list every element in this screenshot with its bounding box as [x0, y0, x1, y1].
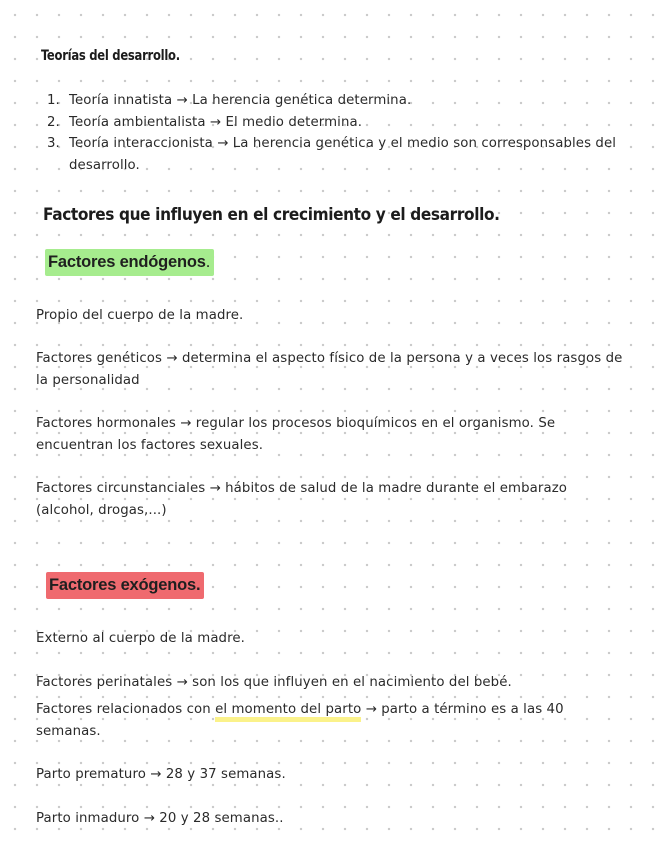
highlighted-phrase: el momento del parto	[215, 702, 361, 722]
list-item	[47, 90, 637, 112]
endogenous-intro: Propio del cuerpo de la madre.	[36, 308, 244, 323]
list-item-text: Teoría ambientalista → El medio determina.	[69, 114, 363, 130]
perinatal-factors-text: Factores perinatales → son los que influyen en el nacimiento del bebé.	[36, 675, 512, 690]
endogenous-tag-label: Factores endógenos	[48, 253, 206, 271]
birth-moment-text	[36, 699, 626, 743]
exogenous-tag: Factores exógenos.	[46, 572, 204, 599]
list-number: 2.	[47, 114, 60, 130]
premature-birth-text: Parto prematuro → 28 y 37 semanas.	[36, 767, 286, 782]
list-item-text: Teoría innatista → La herencia genética determina.	[69, 93, 412, 108]
hormonal-factors-text: Factores hormonales → regular los procesos bioquímicos en el organismo. Se encuentran los factores sexuales.	[36, 416, 556, 453]
section-title: Factores que influyen en el crecimiento y el desarrollo.	[43, 205, 500, 224]
list-number: 3.	[47, 136, 60, 151]
list-number: 1.	[47, 93, 60, 108]
theories-list	[47, 90, 637, 176]
endogenous-tag	[45, 249, 214, 276]
list-item	[47, 133, 637, 176]
page-title: Teorías del desarrollo.	[41, 48, 180, 64]
endogenous-tag-dot: .	[205, 253, 211, 271]
genetic-factors-text: Factores genéticos → determina el aspecto físico de la persona y a veces los rasgos de la personalidad	[36, 351, 623, 388]
exogenous-intro: Externo al cuerpo de la madre.	[36, 631, 245, 646]
circumstantial-factors-text: Factores circunstanciales → hábitos de salud de la madre durante el embarazo (alcohol, drogas,...)	[36, 481, 568, 518]
birth-moment-prefix: Factores relacionados con	[36, 702, 216, 717]
list-item-text: Teoría interaccionista → La herencia genética y el medio son corresponsables del desarrollo.	[69, 136, 617, 173]
list-item	[47, 112, 637, 134]
immature-birth-text: Parto inmaduro → 20 y 28 semanas..	[36, 811, 284, 826]
birth-moment-suffix: → parto a término es a las 40 semanas.	[36, 702, 564, 739]
